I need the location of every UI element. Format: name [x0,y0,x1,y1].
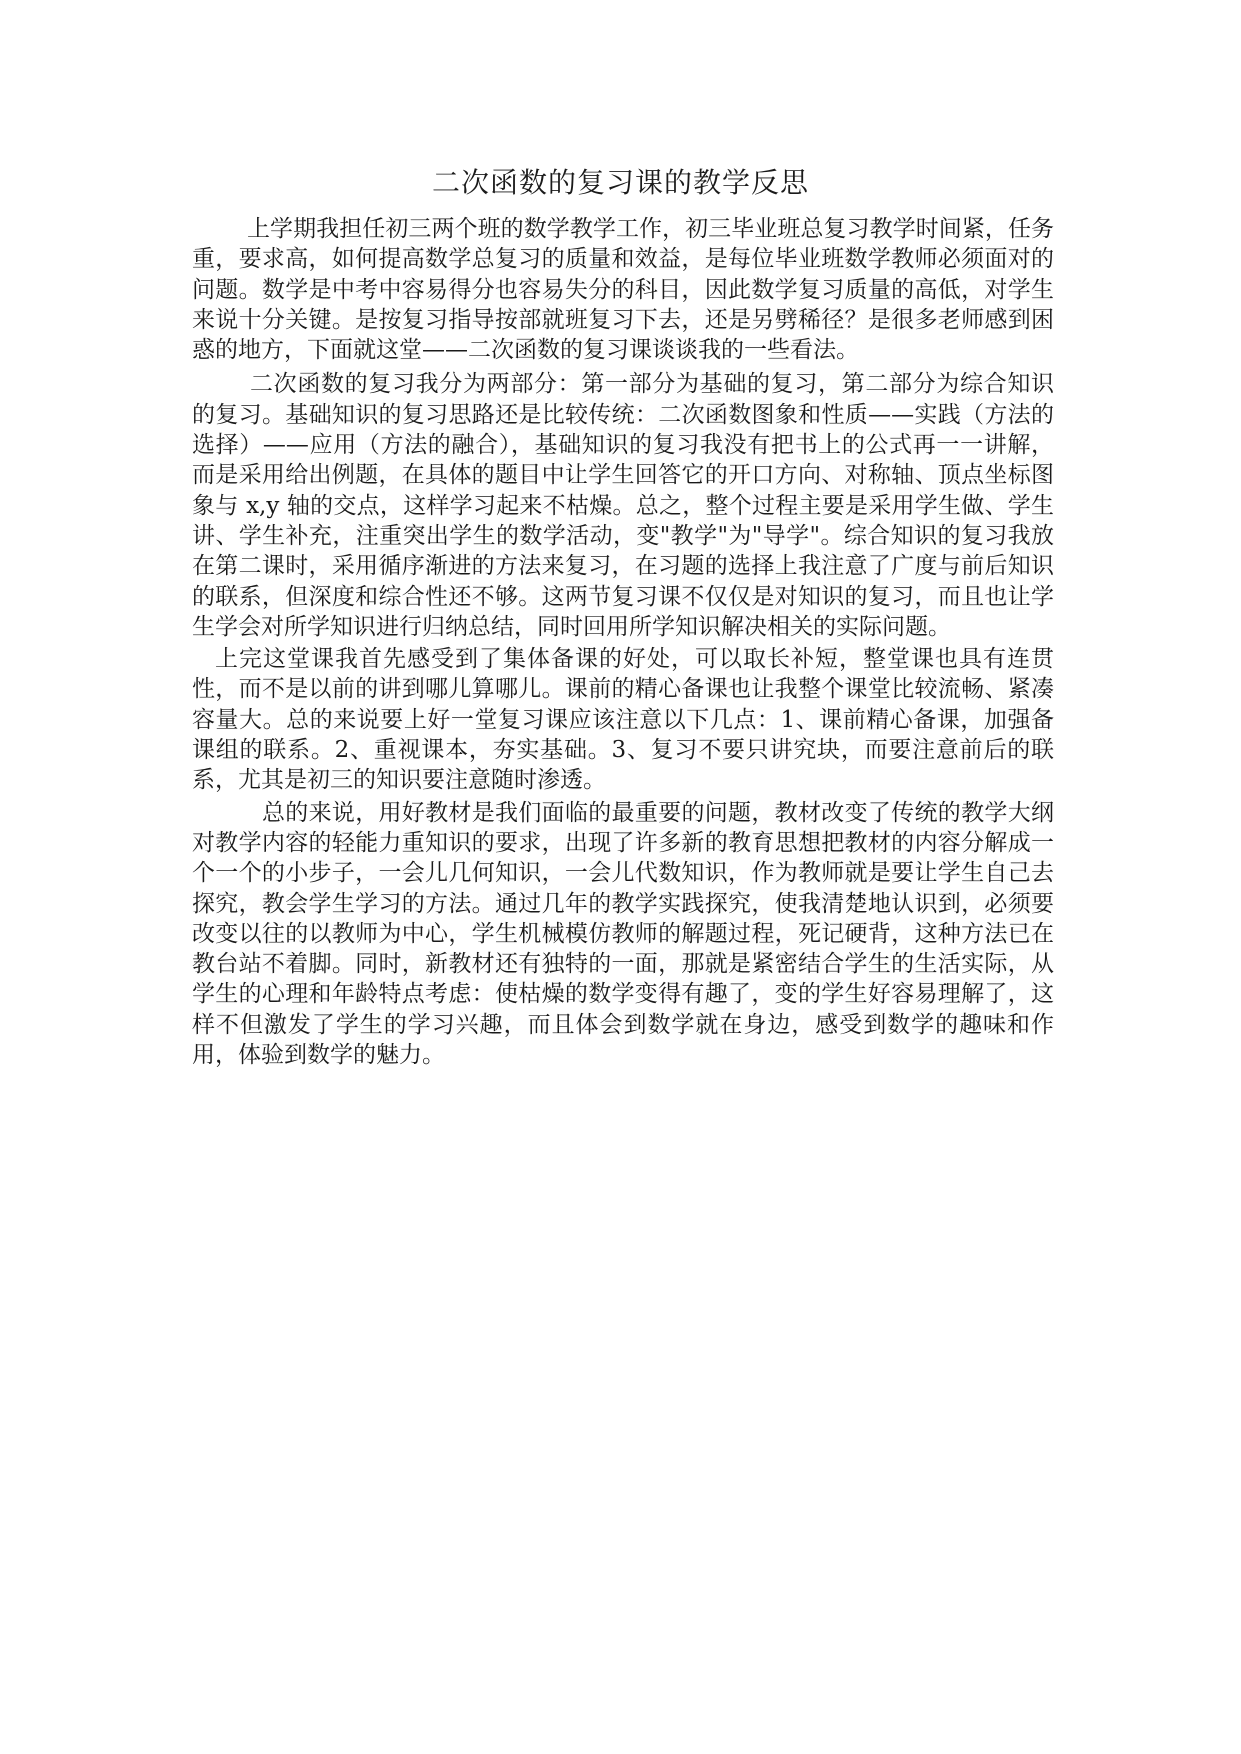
paragraph-1: 上学期我担任初三两个班的数学教学工作，初三毕业班总复习教学时间紧，任务重，要求高，如何提高数学总复习的质量和效益，是每位毕业班数学教师必须面对的问题。数学是中考中容易得分也容易失分的科目，因此数学复习质量的高低，对学生来说十分关键。是按复习指导按部就班复习下去，还是另劈稀径？是很多老师感到困惑的地方，下面就这堂——二次函数的复习课谈谈我的一些看法。 [192,216,1054,364]
paragraph-2: 二次函数的复习我分为两部分：第一部分为基础的复习，第二部分为综合知识的复习。基础知识的复习思路还是比较传统：二次函数图象和性质——实践（方法的选择）——应用（方法的融合），基础知识的复习我没有把书上的公式再一一讲解，而是采用给出例题，在具体的题目中让学生回答它的开口方向、对称轴、顶点坐标图象与 x,y 轴的交点，这样学习起来不枯燥。总之，整个过程主要是采用学生做、学生讲、学生补充，注重突出学生的数学活动，变"教学"为"导学"。综合知识的复习我放在第二课时，采用循序渐进的方法来复习，在习题的选择上我注意了广度与前后知识的联系，但深度和综合性还不够。这两节复习课不仅仅是对知识的复习，而且也让学生学会对所学知识进行归纳总结，同时回用所学知识解决相关的实际问题。 [192,371,1054,640]
paragraph-4: 总的来说，用好教材是我们面临的最重要的问题，教材改变了传统的教学大纲对教学内容的轻能力重知识的要求，出现了许多新的教育思想把教材的内容分解成一个一个的小步子，一会儿几何知识，一会儿代数知识，作为教师就是要让学生自己去探究，教会学生学习的方法。通过几年的教学实践探究，使我清楚地认识到，必须要改变以往的以教师为中心，学生机械模仿教师的解题过程，死记硬背，这种方法已在教台站不着脚。同时，新教材还有独特的一面，那就是紧密结合学生的生活实际，从学生的心理和年龄特点考虑：使枯燥的数学变得有趣了，变的学生好容易理解了，这样不但激发了学生的学习兴趣，而且体会到数学就在身边，感受到数学的趣味和作用，体验到数学的魅力。 [192,799,1054,1069]
document-title: 二次函数的复习课的教学反思 [431,166,809,199]
paragraph-3: 上完这堂课我首先感受到了集体备课的好处，可以取长补短，整堂课也具有连贯性，而不是以前的讲到哪儿算哪儿。课前的精心备课也让我整个课堂比较流畅、紧凑容量大。总的来说要上好一堂复习课应该注意以下几点：1、课前精心备课，加强备课组的联系。2、重视课本，夯实基础。3、复习不要只讲究块，而要注意前后的联系，尤其是初三的知识要注意随时渗透。 [192,646,1054,794]
document-body [192,214,1054,1070]
